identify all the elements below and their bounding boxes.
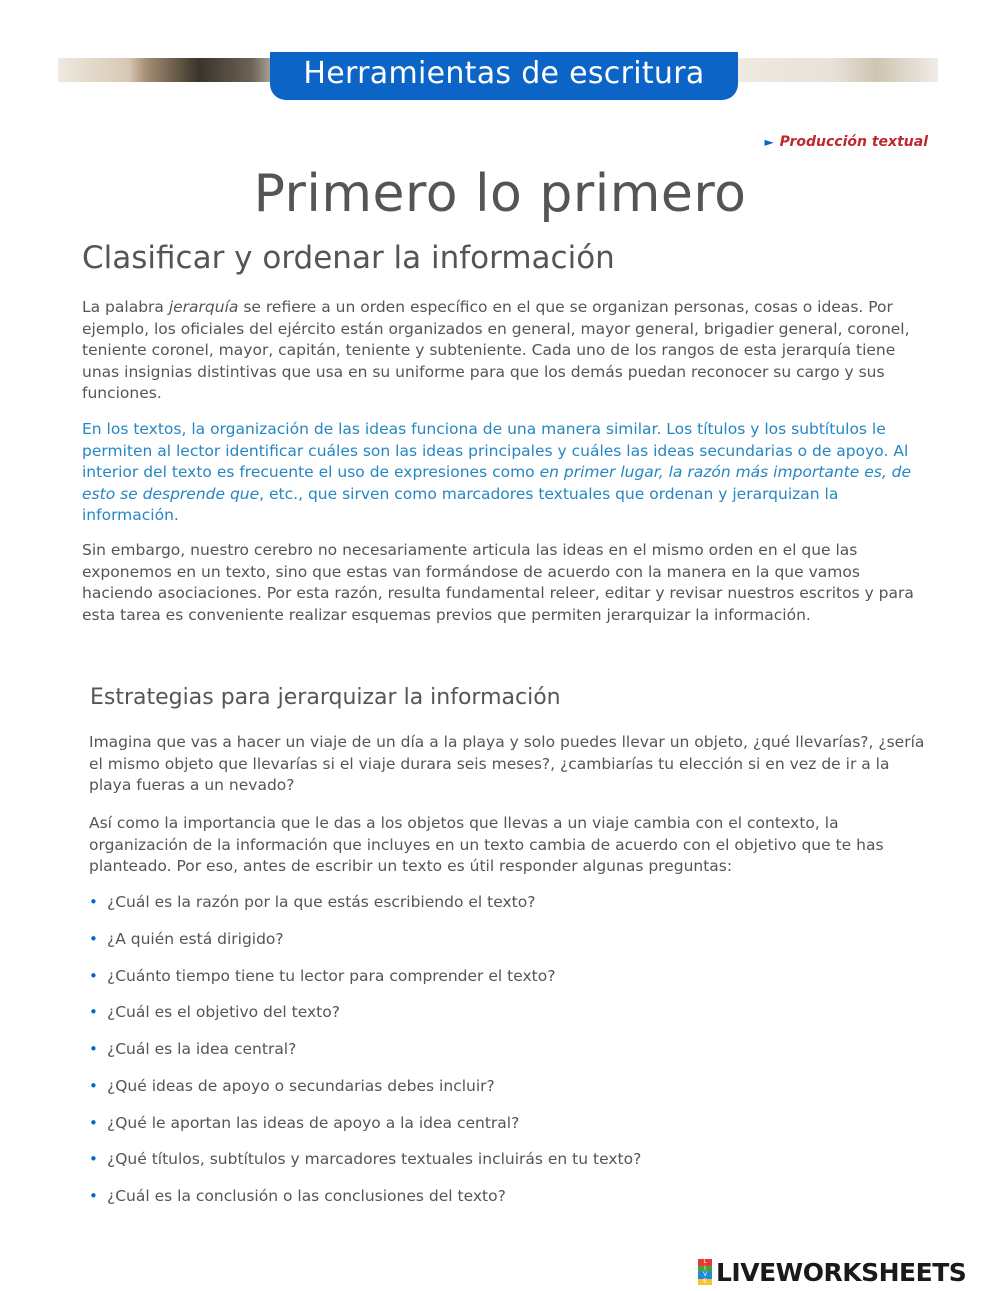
bullet-icon: •: [89, 966, 98, 985]
bullet-icon: •: [89, 1076, 98, 1095]
logo-block: E: [698, 1279, 712, 1286]
bullet-icon: •: [89, 1113, 98, 1132]
emphasis-text: jerarquía: [168, 298, 239, 316]
paragraph-hierarchy: [82, 297, 932, 405]
question-text: ¿Cuál es la idea central?: [107, 1040, 297, 1058]
paragraph-text: , etc., que sirven como marcadores textuales que ordenan y jerarquizan la información.: [82, 484, 839, 524]
question-item: [89, 1113, 641, 1150]
bullet-icon: •: [89, 929, 98, 948]
logo-block: V: [698, 1272, 712, 1279]
bullet-icon: •: [89, 1150, 98, 1169]
strategies-title: Estrategias para jerarquizar la información: [90, 685, 561, 710]
question-item: [89, 1076, 641, 1113]
paragraph-trip: Imagina que vas a hacer un viaje de un día a la playa y solo puedes llevar un objeto, ¿qué llevarías?, ¿sería el mismo objeto que llevarías si el viaje durara seis meses?, ¿cambiarías tu elección si en vez de ir a la playa fueras a un nevado?: [89, 733, 925, 794]
question-item: [89, 1186, 641, 1223]
liveworksheets-logo-icon: [698, 1259, 712, 1285]
question-text: ¿Cuál es la conclusión o las conclusiones del texto?: [107, 1187, 506, 1205]
header-banner: [270, 52, 738, 100]
banner-title: Herramientas de escritura: [303, 56, 705, 91]
question-item: [89, 892, 641, 929]
paragraph-brain: Sin embargo, nuestro cerebro no necesariamente articula las ideas en el mismo orden en el que las exponemos en un texto, sino que estas van formándose de acuerdo con la manera en la que vamos haciendo asociaciones. Por esta razón, resulta fundamental releer, editar y revisar nuestros escritos y para esta tarea es conveniente realizar esquemas previos que permiten jerarquizar la información.: [82, 541, 914, 624]
bullet-icon: •: [89, 893, 98, 911]
question-item: [89, 966, 641, 1003]
question-text: ¿Cuánto tiempo tiene tu lector para comprender el texto?: [107, 966, 556, 985]
paragraph-text: La palabra: [82, 298, 169, 316]
bullet-icon: •: [89, 1187, 98, 1205]
paragraph-text: se refiere a un orden específico en el que se organizan personas, cosas o ideas. Por ejemplo, los oficiales del ejército están organizados en general, mayor general, brigadier general, coronel, teniente coronel, mayor, capitán, teniente y subteniente. Cada uno de los rangos de esta jerarquía tiene unas insignias distintivas que usa en su uniforme para que los demás puedan reconocer su cargo y sus funciones.: [82, 298, 910, 402]
question-text: ¿Qué le aportan las ideas de apoyo a la idea central?: [107, 1113, 520, 1132]
question-item: [89, 1149, 641, 1186]
section-tag: [764, 134, 928, 150]
question-item: [89, 1039, 641, 1076]
logo-block: I: [698, 1266, 712, 1273]
question-item: [89, 1002, 641, 1039]
question-text: ¿Cuál es el objetivo del texto?: [107, 1003, 340, 1022]
question-list: [89, 892, 641, 1223]
logo-block: L: [698, 1259, 712, 1266]
liveworksheets-brand: [698, 1258, 966, 1286]
question-text: ¿Qué títulos, subtítulos y marcadores textuales incluirás en tu texto?: [107, 1150, 642, 1169]
question-text: ¿Cuál es la razón por la que estás escribiendo el texto?: [107, 893, 536, 911]
page-title: Primero lo primero: [253, 164, 747, 224]
paragraph-text-organization: [82, 419, 932, 527]
section-tag-label: Producción textual: [779, 134, 928, 150]
question-item: [89, 929, 641, 966]
bullet-icon: •: [89, 1003, 98, 1022]
play-arrow-icon: ►: [764, 135, 774, 149]
emphasis-text: en primer lugar, la razón más importante es, de esto se desprende que: [82, 463, 912, 503]
paragraph-context: Así como la importancia que le das a los objetos que llevas a un viaje cambia con el contexto, la organización de la información que incluyes en un texto cambia de acuerdo con el objetivo que te has planteado. Por eso, antes de escribir un texto es útil responder algunas preguntas:: [89, 814, 884, 875]
section-subtitle: Clasificar y ordenar la información: [82, 240, 615, 276]
question-text: ¿Qué ideas de apoyo o secundarias debes incluir?: [107, 1076, 495, 1095]
question-text: ¿A quién está dirigido?: [107, 929, 284, 948]
brand-name: LIVEWORKSHEETS: [716, 1257, 967, 1287]
paragraph-text: En los textos, la organización de las ideas funciona de una manera similar. Los títulos y los subtítulos le permiten al lector identificar cuáles son las ideas principales y cuáles las ideas secundarias o de apoyo. Al interior del texto es frecuente el uso de expresiones como: [82, 420, 909, 481]
bullet-icon: •: [89, 1040, 98, 1058]
